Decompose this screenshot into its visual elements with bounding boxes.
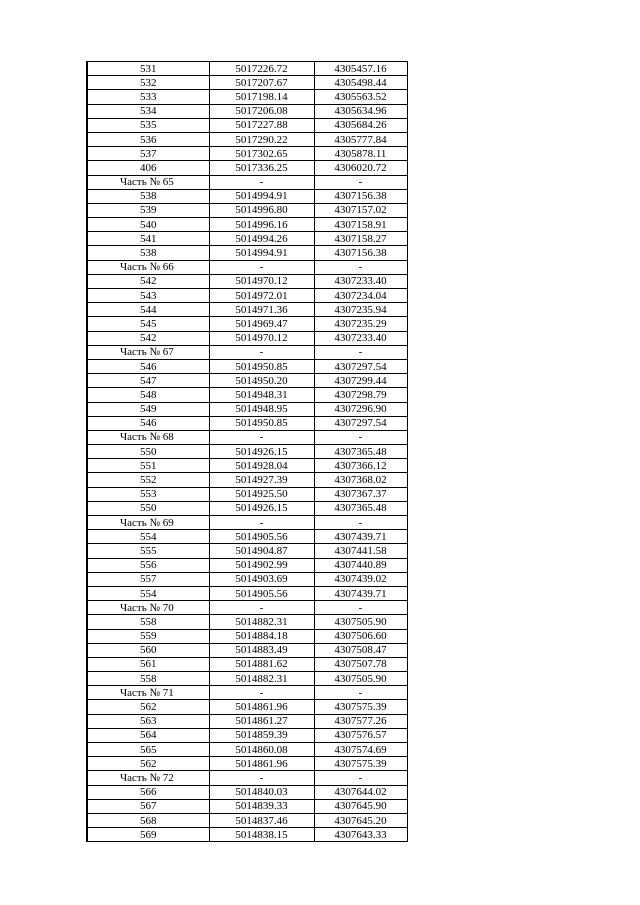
- x-coordinate-cell: -: [209, 601, 314, 615]
- table-row: [87, 530, 407, 544]
- x-coordinate-cell: 5014925.50: [209, 487, 314, 501]
- part-header-row: [87, 345, 407, 359]
- table-row: [87, 374, 407, 388]
- x-coordinate-cell: 5017206.08: [209, 104, 314, 118]
- y-coordinate-cell: 4307158.91: [314, 218, 407, 232]
- x-coordinate-cell: 5014840.03: [209, 785, 314, 799]
- table-row: [87, 289, 407, 303]
- y-coordinate-cell: 4305878.11: [314, 147, 407, 161]
- table-row: [87, 558, 407, 572]
- y-coordinate-cell: 4307440.89: [314, 558, 407, 572]
- y-coordinate-cell: -: [314, 430, 407, 444]
- y-coordinate-cell: 4307156.38: [314, 246, 407, 260]
- point-number-cell: 549: [87, 402, 209, 416]
- part-label-cell: Часть № 70: [87, 601, 209, 615]
- table-row: [87, 132, 407, 146]
- table-row: [87, 828, 407, 842]
- point-number-cell: 562: [87, 700, 209, 714]
- y-coordinate-cell: 4305563.52: [314, 90, 407, 104]
- x-coordinate-cell: 5014970.12: [209, 274, 314, 288]
- point-number-cell: 555: [87, 544, 209, 558]
- point-number-cell: 548: [87, 388, 209, 402]
- x-coordinate-cell: 5014994.91: [209, 189, 314, 203]
- point-number-cell: 565: [87, 743, 209, 757]
- table-row: [87, 544, 407, 558]
- table-row: [87, 728, 407, 742]
- x-coordinate-cell: -: [209, 345, 314, 359]
- table-row: [87, 416, 407, 430]
- point-number-cell: 560: [87, 643, 209, 657]
- y-coordinate-cell: 4307576.57: [314, 728, 407, 742]
- point-number-cell: 552: [87, 473, 209, 487]
- point-number-cell: 542: [87, 331, 209, 345]
- y-coordinate-cell: 4305457.16: [314, 62, 407, 76]
- x-coordinate-cell: 5014837.46: [209, 813, 314, 827]
- point-number-cell: 406: [87, 161, 209, 175]
- table-row: [87, 813, 407, 827]
- x-coordinate-cell: 5014883.49: [209, 643, 314, 657]
- y-coordinate-cell: 4305634.96: [314, 104, 407, 118]
- part-header-row: [87, 260, 407, 274]
- x-coordinate-cell: 5014996.80: [209, 203, 314, 217]
- x-coordinate-cell: -: [209, 260, 314, 274]
- y-coordinate-cell: 4307439.71: [314, 586, 407, 600]
- point-number-cell: 541: [87, 232, 209, 246]
- x-coordinate-cell: 5014838.15: [209, 828, 314, 842]
- x-coordinate-cell: 5014905.56: [209, 530, 314, 544]
- point-number-cell: 538: [87, 246, 209, 260]
- y-coordinate-cell: 4307577.26: [314, 714, 407, 728]
- part-label-cell: Часть № 71: [87, 686, 209, 700]
- y-coordinate-cell: 4307644.02: [314, 785, 407, 799]
- table-row: [87, 317, 407, 331]
- table-row: [87, 657, 407, 671]
- x-coordinate-cell: 5014994.91: [209, 246, 314, 260]
- y-coordinate-cell: 4307441.58: [314, 544, 407, 558]
- x-coordinate-cell: 5014971.36: [209, 303, 314, 317]
- y-coordinate-cell: 4305777.84: [314, 132, 407, 146]
- point-number-cell: 553: [87, 487, 209, 501]
- x-coordinate-cell: 5014903.69: [209, 572, 314, 586]
- table-row: [87, 473, 407, 487]
- y-coordinate-cell: 4307233.40: [314, 331, 407, 345]
- y-coordinate-cell: 4307296.90: [314, 402, 407, 416]
- point-number-cell: 569: [87, 828, 209, 842]
- part-label-cell: Часть № 65: [87, 175, 209, 189]
- y-coordinate-cell: 4307506.60: [314, 629, 407, 643]
- point-number-cell: 532: [87, 76, 209, 90]
- part-label-cell: Часть № 68: [87, 430, 209, 444]
- point-number-cell: 544: [87, 303, 209, 317]
- x-coordinate-cell: 5014994.26: [209, 232, 314, 246]
- x-coordinate-cell: 5014927.39: [209, 473, 314, 487]
- y-coordinate-cell: 4307368.02: [314, 473, 407, 487]
- point-number-cell: 558: [87, 672, 209, 686]
- point-number-cell: 566: [87, 785, 209, 799]
- point-number-cell: 537: [87, 147, 209, 161]
- y-coordinate-cell: 4307505.90: [314, 672, 407, 686]
- point-number-cell: 554: [87, 530, 209, 544]
- y-coordinate-cell: 4307439.71: [314, 530, 407, 544]
- y-coordinate-cell: 4307365.48: [314, 445, 407, 459]
- table-row: [87, 274, 407, 288]
- x-coordinate-cell: 5017207.67: [209, 76, 314, 90]
- point-number-cell: 545: [87, 317, 209, 331]
- y-coordinate-cell: 4307298.79: [314, 388, 407, 402]
- point-number-cell: 568: [87, 813, 209, 827]
- y-coordinate-cell: 4307645.20: [314, 813, 407, 827]
- point-number-cell: 558: [87, 615, 209, 629]
- table-row: [87, 232, 407, 246]
- coordinates-table-body: [87, 62, 407, 842]
- part-header-row: [87, 601, 407, 615]
- point-number-cell: 538: [87, 189, 209, 203]
- point-number-cell: 536: [87, 132, 209, 146]
- x-coordinate-cell: 5014905.56: [209, 586, 314, 600]
- x-coordinate-cell: 5014948.31: [209, 388, 314, 402]
- y-coordinate-cell: 4307575.39: [314, 700, 407, 714]
- table-row: [87, 459, 407, 473]
- x-coordinate-cell: 5014928.04: [209, 459, 314, 473]
- y-coordinate-cell: 4307157.02: [314, 203, 407, 217]
- table-row: [87, 331, 407, 345]
- part-label-cell: Часть № 67: [87, 345, 209, 359]
- table-row: [87, 714, 407, 728]
- point-number-cell: 533: [87, 90, 209, 104]
- table-row: [87, 90, 407, 104]
- table-row: [87, 643, 407, 657]
- x-coordinate-cell: 5014970.12: [209, 331, 314, 345]
- x-coordinate-cell: 5014861.96: [209, 757, 314, 771]
- table-row: [87, 487, 407, 501]
- x-coordinate-cell: 5014861.96: [209, 700, 314, 714]
- x-coordinate-cell: 5017336.25: [209, 161, 314, 175]
- y-coordinate-cell: 4307233.40: [314, 274, 407, 288]
- x-coordinate-cell: -: [209, 516, 314, 530]
- y-coordinate-cell: 4306020.72: [314, 161, 407, 175]
- x-coordinate-cell: 5014861.27: [209, 714, 314, 728]
- table-row: [87, 629, 407, 643]
- point-number-cell: 540: [87, 218, 209, 232]
- point-number-cell: 534: [87, 104, 209, 118]
- y-coordinate-cell: -: [314, 686, 407, 700]
- table-row: [87, 799, 407, 813]
- x-coordinate-cell: 5017302.65: [209, 147, 314, 161]
- y-coordinate-cell: -: [314, 345, 407, 359]
- x-coordinate-cell: 5014881.62: [209, 657, 314, 671]
- x-coordinate-cell: 5014950.20: [209, 374, 314, 388]
- x-coordinate-cell: 5014948.95: [209, 402, 314, 416]
- point-number-cell: 543: [87, 289, 209, 303]
- x-coordinate-cell: -: [209, 175, 314, 189]
- table-row: [87, 218, 407, 232]
- point-number-cell: 561: [87, 657, 209, 671]
- table-row: [87, 785, 407, 799]
- point-number-cell: 539: [87, 203, 209, 217]
- point-number-cell: 554: [87, 586, 209, 600]
- x-coordinate-cell: -: [209, 430, 314, 444]
- point-number-cell: 531: [87, 62, 209, 76]
- y-coordinate-cell: -: [314, 771, 407, 785]
- y-coordinate-cell: 4307297.54: [314, 359, 407, 373]
- x-coordinate-cell: -: [209, 686, 314, 700]
- y-coordinate-cell: 4307508.47: [314, 643, 407, 657]
- x-coordinate-cell: 5014926.15: [209, 501, 314, 515]
- x-coordinate-cell: 5014950.85: [209, 359, 314, 373]
- y-coordinate-cell: -: [314, 175, 407, 189]
- table-row: [87, 445, 407, 459]
- point-number-cell: 535: [87, 118, 209, 132]
- x-coordinate-cell: 5014839.33: [209, 799, 314, 813]
- table-row: [87, 203, 407, 217]
- x-coordinate-cell: 5014884.18: [209, 629, 314, 643]
- point-number-cell: 567: [87, 799, 209, 813]
- y-coordinate-cell: 4307574.69: [314, 743, 407, 757]
- x-coordinate-cell: 5014969.47: [209, 317, 314, 331]
- y-coordinate-cell: 4307235.29: [314, 317, 407, 331]
- point-number-cell: 546: [87, 416, 209, 430]
- table-row: [87, 572, 407, 586]
- part-header-row: [87, 430, 407, 444]
- x-coordinate-cell: 5017226.72: [209, 62, 314, 76]
- x-coordinate-cell: 5014950.85: [209, 416, 314, 430]
- y-coordinate-cell: 4307299.44: [314, 374, 407, 388]
- table-row: [87, 118, 407, 132]
- y-coordinate-cell: 4307367.37: [314, 487, 407, 501]
- table-row: [87, 161, 407, 175]
- part-header-row: [87, 175, 407, 189]
- point-number-cell: 542: [87, 274, 209, 288]
- y-coordinate-cell: 4305498.44: [314, 76, 407, 90]
- x-coordinate-cell: 5014926.15: [209, 445, 314, 459]
- x-coordinate-cell: 5014996.16: [209, 218, 314, 232]
- table-row: [87, 76, 407, 90]
- y-coordinate-cell: 4307366.12: [314, 459, 407, 473]
- table-row: [87, 743, 407, 757]
- y-coordinate-cell: 4307235.94: [314, 303, 407, 317]
- table-row: [87, 615, 407, 629]
- point-number-cell: 546: [87, 359, 209, 373]
- coordinates-table: [86, 61, 408, 842]
- table-row: [87, 388, 407, 402]
- table-row: [87, 62, 407, 76]
- table-row: [87, 586, 407, 600]
- x-coordinate-cell: 5014859.39: [209, 728, 314, 742]
- point-number-cell: 562: [87, 757, 209, 771]
- y-coordinate-cell: 4307575.39: [314, 757, 407, 771]
- part-label-cell: Часть № 69: [87, 516, 209, 530]
- point-number-cell: 556: [87, 558, 209, 572]
- x-coordinate-cell: 5014902.99: [209, 558, 314, 572]
- y-coordinate-cell: 4307297.54: [314, 416, 407, 430]
- part-header-row: [87, 771, 407, 785]
- y-coordinate-cell: 4307505.90: [314, 615, 407, 629]
- point-number-cell: 559: [87, 629, 209, 643]
- y-coordinate-cell: -: [314, 516, 407, 530]
- x-coordinate-cell: 5014882.31: [209, 615, 314, 629]
- point-number-cell: 547: [87, 374, 209, 388]
- y-coordinate-cell: 4307645.90: [314, 799, 407, 813]
- x-coordinate-cell: 5017198.14: [209, 90, 314, 104]
- y-coordinate-cell: 4307365.48: [314, 501, 407, 515]
- part-label-cell: Часть № 72: [87, 771, 209, 785]
- table-row: [87, 402, 407, 416]
- x-coordinate-cell: -: [209, 771, 314, 785]
- part-header-row: [87, 516, 407, 530]
- point-number-cell: 563: [87, 714, 209, 728]
- y-coordinate-cell: 4307158.27: [314, 232, 407, 246]
- y-coordinate-cell: 4307234.04: [314, 289, 407, 303]
- x-coordinate-cell: 5014860.08: [209, 743, 314, 757]
- table-row: [87, 147, 407, 161]
- table-row: [87, 246, 407, 260]
- point-number-cell: 564: [87, 728, 209, 742]
- table-row: [87, 189, 407, 203]
- part-header-row: [87, 686, 407, 700]
- x-coordinate-cell: 5017227.88: [209, 118, 314, 132]
- table-row: [87, 501, 407, 515]
- y-coordinate-cell: 4307156.38: [314, 189, 407, 203]
- x-coordinate-cell: 5014882.31: [209, 672, 314, 686]
- x-coordinate-cell: 5014972.01: [209, 289, 314, 303]
- y-coordinate-cell: 4307507.78: [314, 657, 407, 671]
- table-row: [87, 303, 407, 317]
- table-row: [87, 359, 407, 373]
- y-coordinate-cell: 4307643.33: [314, 828, 407, 842]
- y-coordinate-cell: 4305684.26: [314, 118, 407, 132]
- table-row: [87, 104, 407, 118]
- x-coordinate-cell: 5014904.87: [209, 544, 314, 558]
- y-coordinate-cell: -: [314, 260, 407, 274]
- x-coordinate-cell: 5017290.22: [209, 132, 314, 146]
- part-label-cell: Часть № 66: [87, 260, 209, 274]
- point-number-cell: 557: [87, 572, 209, 586]
- table-row: [87, 757, 407, 771]
- point-number-cell: 550: [87, 501, 209, 515]
- point-number-cell: 551: [87, 459, 209, 473]
- y-coordinate-cell: -: [314, 601, 407, 615]
- y-coordinate-cell: 4307439.02: [314, 572, 407, 586]
- point-number-cell: 550: [87, 445, 209, 459]
- table-row: [87, 700, 407, 714]
- table-row: [87, 672, 407, 686]
